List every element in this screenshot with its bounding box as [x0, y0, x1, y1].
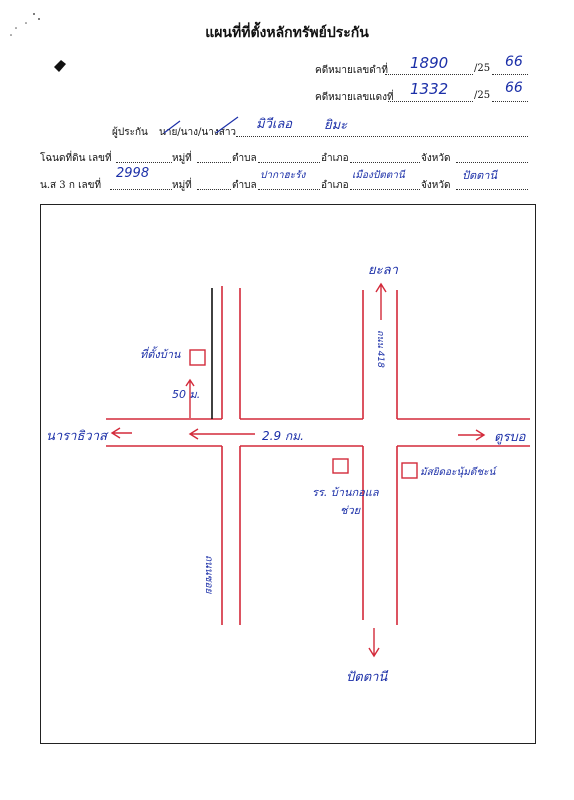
south-arrow-icon [369, 628, 379, 656]
deed-tambon-label: ตำบล [232, 153, 257, 164]
ns3k-moo-label: หมู่ที่ [172, 180, 192, 191]
mosque-label: มัสยิดอะนุ้มดีชะน์ [420, 467, 496, 478]
red-case-year: 66 [505, 80, 523, 96]
ns3k-province-label: จังหวัด [421, 180, 451, 191]
black-case-suffix: /25 [474, 63, 491, 74]
ns3k-amphoe-label: อำเภอ [321, 180, 349, 191]
mosque-marker-icon [402, 463, 417, 478]
house-marker-icon [190, 350, 205, 365]
deed-moo-label: หมู่ที่ [172, 153, 192, 164]
ns3k-tambon-value: ปากาฮะรัง [260, 170, 306, 181]
north-destination: ยะลา [368, 263, 398, 278]
distance-arrow-icon [190, 429, 255, 439]
south-destination: ปัตตานี [346, 670, 388, 685]
left-road-label: ถนนซอย [203, 555, 214, 594]
black-case-label: คดีหมายเลขดำที่ [315, 65, 388, 76]
ns3k-number: 2998 [116, 166, 150, 181]
deed-amphoe-label: อำเภอ [321, 153, 349, 164]
red-case-label: คดีหมายเลขแดงที่ [315, 92, 394, 103]
black-case-number: 1890 [410, 54, 449, 72]
guarantor-label: ผู้ประกัน [112, 127, 148, 138]
ns3k-amphoe-value: เมืองปัตตานี [352, 170, 405, 181]
west-destination: นาราธิวาส [46, 429, 107, 444]
ns3k-tambon-label: ตำบล [232, 180, 257, 191]
ns3k-province-value: ปัตตานี [462, 169, 497, 182]
guarantor-last-name: ยิมะ [324, 118, 348, 133]
school-label-line2: ช่วย [340, 504, 361, 517]
ns3k-label: น.ส 3 ก เลขที่ [40, 180, 102, 191]
guarantor-first-name: มิวีเลอ [256, 117, 293, 132]
north-arrow-icon [376, 284, 386, 320]
document-title: แผนที่ที่ตั้งหลักทรัพย์ประกัน [205, 25, 369, 41]
black-case-year: 66 [505, 54, 523, 70]
school-marker-icon [333, 459, 348, 473]
east-destination: ตูรบอ [494, 430, 526, 445]
deed-province-label: จังหวัด [421, 153, 451, 164]
east-arrow-icon [458, 430, 484, 440]
distance-label: 2.9 กม. [262, 429, 304, 443]
red-case-suffix: /25 [474, 90, 491, 101]
guarantor-prefix: นาย/นาง/นางสาว [159, 127, 237, 138]
deed-label: โฉนดที่ดิน เลขที่ [40, 153, 112, 164]
red-case-number: 1332 [410, 80, 449, 98]
west-arrow-icon [112, 428, 132, 438]
road-number-label: ถนน 418 [375, 330, 385, 368]
house-label: ที่ตั้งบ้าน [140, 348, 181, 361]
school-label-line1: รร. บ้านกอแล [312, 486, 379, 499]
house-distance-label: 50 ม. [172, 388, 201, 401]
